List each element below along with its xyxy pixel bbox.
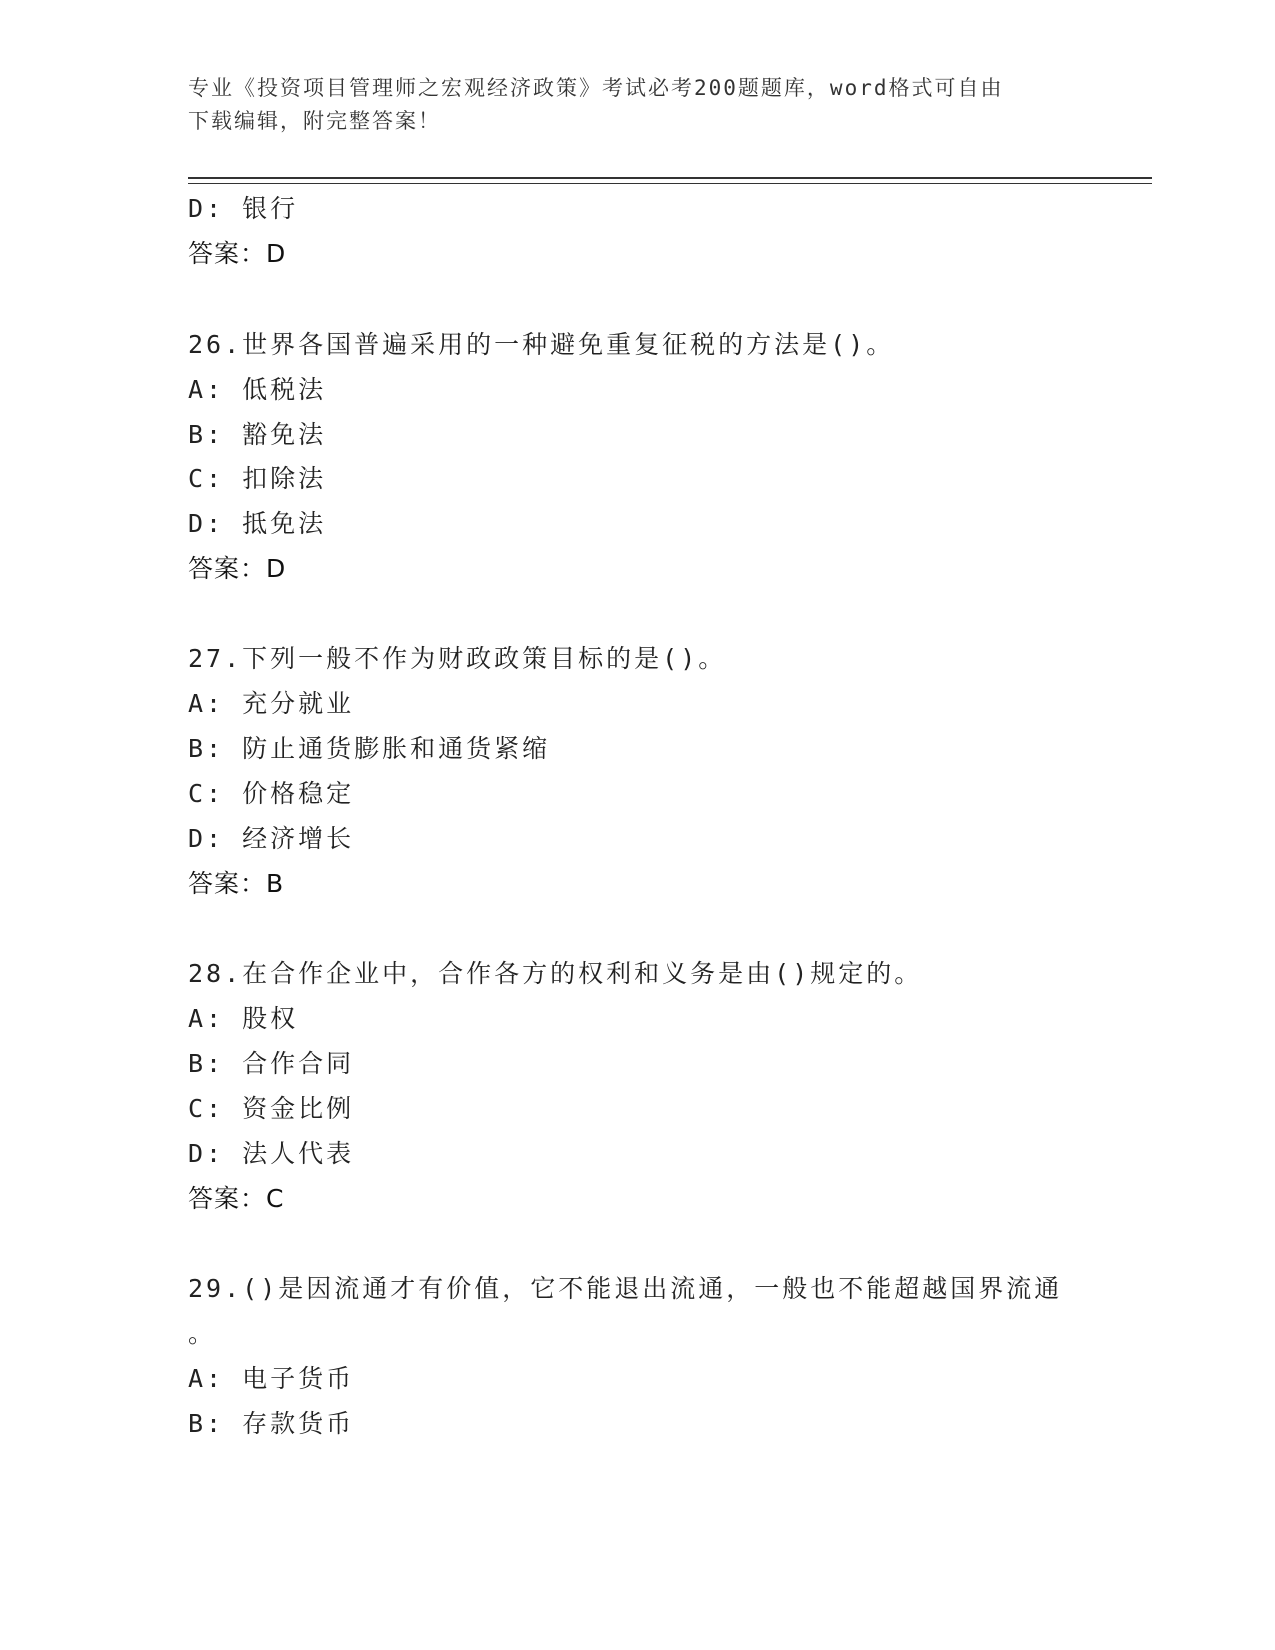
question-27-answer: 答案：B xyxy=(188,869,285,898)
question-28-stem: 28.在合作企业中，合作各方的权利和义务是由()规定的。 xyxy=(188,959,923,988)
question-28-option-d: D: 法人代表 xyxy=(188,1139,355,1168)
question-27-option-c: C: 价格稳定 xyxy=(188,779,355,808)
question-26-option-b: B: 豁免法 xyxy=(188,420,327,449)
question-26-option-c: C: 扣除法 xyxy=(188,464,327,493)
question-27-option-d: D: 经济增长 xyxy=(188,824,355,853)
header-divider-thick xyxy=(188,177,1152,179)
question-28-option-a: A: 股权 xyxy=(188,1004,299,1033)
question-28-option-c: C: 资金比例 xyxy=(188,1094,355,1123)
question-26-option-a: A: 低税法 xyxy=(188,375,327,404)
header-line-1: 专业《投资项目管理师之宏观经济政策》考试必考200题题库，word格式可自由 xyxy=(188,76,1004,100)
question-28-answer: 答案：C xyxy=(188,1184,285,1213)
document-header xyxy=(188,72,1088,138)
prev-option-d: D: 银行 xyxy=(188,194,299,223)
question-27-stem: 27.下列一般不作为财政政策目标的是()。 xyxy=(188,644,727,673)
header-divider-thin xyxy=(188,183,1152,184)
question-29-stem: 29.()是因流通才有价值，它不能退出流通，一般也不能超越国界流通 xyxy=(188,1274,1063,1303)
question-26-answer: 答案：D xyxy=(188,554,287,583)
question-27-option-b: B: 防止通货膨胀和通货紧缩 xyxy=(188,734,551,763)
question-29-option-b: B: 存款货币 xyxy=(188,1409,355,1438)
prev-answer: 答案：D xyxy=(188,239,287,268)
question-29-stem-continued: 。 xyxy=(188,1319,217,1348)
question-29-option-a: A: 电子货币 xyxy=(188,1364,355,1393)
question-26-option-d: D: 抵免法 xyxy=(188,509,327,538)
question-26-stem: 26.世界各国普遍采用的一种避免重复征税的方法是()。 xyxy=(188,330,895,359)
question-27-option-a: A: 充分就业 xyxy=(188,689,355,718)
header-line-2: 下载编辑，附完整答案！ xyxy=(188,109,441,133)
question-28-option-b: B: 合作合同 xyxy=(188,1049,355,1078)
